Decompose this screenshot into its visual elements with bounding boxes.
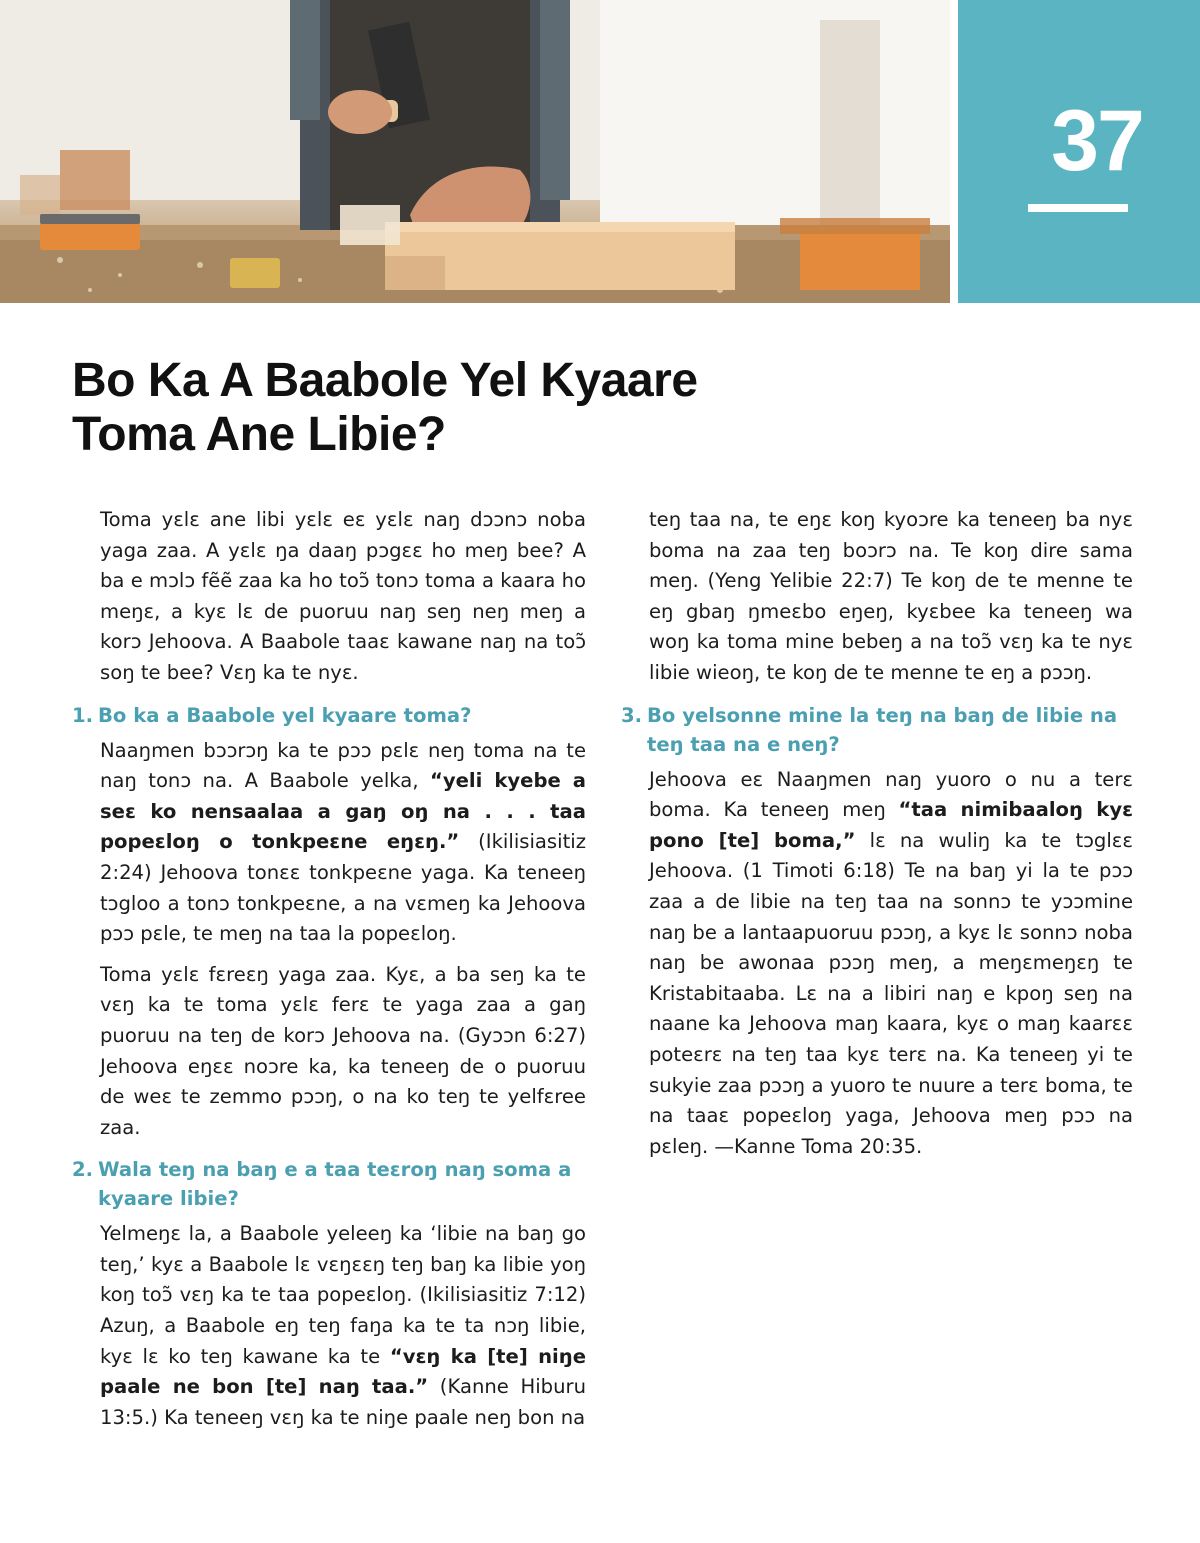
q3-p1-text-c: lɛ na wuliŋ ka te tɔglɛɛ Jehoova. (1 Timoti 6:18) Te na baŋ yi la te pɔɔ zaa a de libie na teŋ taa na sonnɔ te yɔɔmine naŋ be a lantaapuoruu pɔɔŋ, a kyɛ lɛ sonnɔ noba naŋ be awonaa pɔɔŋ meŋ, a meŋɛmeŋɛŋ te Kristabitaaba. Lɛ na a libiri naŋ e kpoŋ seŋ na naane ka Jehoova maŋ kaara, kyɛ o maŋ kaarɛɛ poteɛrɛ na teŋ taa kyɛ terɛ na. Ka teneeŋ yi te sukyie zaa pɔɔŋ a yuoro te nuure a terɛ boma, te na taaɛ popeɛloŋ yaga, Jehoova meŋ pɔɔ na pɛleŋ. —Kanne Toma 20:35. bbox=[649, 828, 1133, 1158]
right-column bbox=[621, 505, 1133, 1172]
lesson-number: 37 bbox=[1051, 93, 1143, 189]
question-1-paragraph-2: Toma yɛlɛ fɛreɛŋ yaga zaa. Kyɛ, a ba seŋ ka te vɛŋ ka te toma yɛlɛ ferɛ te yaga zaa a gaŋ puoruu na teŋ de korɔ Jehoova na. (Gyɔɔn 6:27) Jehoova eŋɛɛ noɔre ka, ka teneeŋ de o puoruu de weɛ te zemmo pɔɔŋ, o na ko teŋ te yelfɛree zaa. bbox=[100, 962, 586, 1139]
question-2-paragraph-continued: teŋ taa na, te eŋɛ koŋ kyoɔre ka teneeŋ ba nyɛ boma na zaa teŋ boɔrɔ na. Te koŋ dire sama meŋ. (Yeng Yelibie 22:7) Te koŋ de te menne te eŋ gbaŋ ŋmeɛbo eŋeŋ, kyɛbee ka teneeŋ wa woŋ ka toma mine bebeŋ a na toɔ̃ vɛŋ ka te nyɛ libie wieoŋ, te koŋ de te menne te eŋ a pɔɔŋ. bbox=[649, 508, 1133, 684]
question-2-heading bbox=[72, 1155, 586, 1213]
q2-p1-text-c: (Kanne Hiburu 13:5.) Ka teneeŋ vɛŋ ka te niŋe paale neŋ bon na bbox=[100, 1375, 586, 1429]
title-line-1: Bo Ka A Baabole Yel Kyaare bbox=[72, 354, 698, 407]
question-2-paragraph-1 bbox=[100, 1219, 586, 1433]
question-2-number: 2. bbox=[72, 1158, 94, 1182]
q2-p1-quote: “vɛŋ ka [te] niŋe paale ne bon [te] naŋ taa.” bbox=[100, 1344, 586, 1399]
lesson-number-box bbox=[958, 0, 1200, 303]
question-3-text: Bo yelsonne mine la teŋ na baŋ de libie na teŋ taa na e neŋ? bbox=[647, 703, 1118, 756]
header-photo bbox=[0, 0, 950, 303]
page-title bbox=[72, 354, 698, 462]
lesson-number-underline bbox=[1028, 204, 1128, 212]
carpenter-illustration bbox=[0, 0, 950, 303]
left-column bbox=[72, 505, 586, 1443]
question-3-paragraph-1 bbox=[649, 765, 1133, 1163]
question-1-number: 1. bbox=[72, 703, 94, 727]
intro-paragraph: Toma yɛlɛ ane libi yɛlɛ eɛ yɛlɛ naŋ dɔɔnɔ noba yaga zaa. A yɛlɛ ŋa daaŋ pɔgɛɛ ho meŋ bee? A ba e mɔlɔ fẽẽ zaa ka ho toɔ̃ tonɔ toma a kaara ho meŋɛ, a kyɛ lɛ de puoruu naŋ seŋ neŋ meŋ a korɔ Jehoova. A Baabole taaɛ kawane naŋ na toɔ̃ soŋ te bee? Vɛŋ ka te nyɛ. bbox=[100, 508, 586, 684]
q1-p1-quote: “yeli kyebe a seɛ ko nensaalaa a gaŋ oŋ na . . . taa popeɛloŋ o tonkpeɛne eŋɛŋ.” bbox=[100, 769, 586, 854]
title-line-2: Toma Ane Libie? bbox=[72, 408, 446, 461]
q1-p1-text-a: Naaŋmen bɔɔrɔŋ ka te pɔɔ pɛlɛ neŋ toma na te naŋ tonɔ na. A Baabole yelka, bbox=[100, 738, 586, 793]
q2-p1-text-a: Yelmeŋɛ la, a Baabole yeleeŋ ka ‘libie na baŋ go teŋ,’ kyɛ a Baabole lɛ vɛŋɛɛŋ teŋ baŋ ka libie yoŋ koŋ toɔ̃ vɛŋ ka te taa popeɛloŋ. (Ikilisiasitiz 7:12) Azuŋ, a Baabole eŋ teŋ faŋa ka te ta nɔŋ libie, kyɛ lɛ ko teŋ kawane ka te bbox=[100, 1222, 586, 1368]
question-3-number: 3. bbox=[621, 703, 643, 727]
question-1-heading bbox=[72, 701, 586, 730]
question-2-text: Wala teŋ na baŋ e a taa teɛroŋ naŋ soma a kyaare libie? bbox=[98, 1158, 572, 1211]
q3-p1-text-a: Jehoova eɛ Naaŋmen naŋ yuoro o nu a terɛ boma. Ka teneeŋ meŋ bbox=[649, 767, 1133, 822]
question-3-heading bbox=[621, 701, 1133, 759]
q1-p1-text-c: (Ikilisiasitiz 2:24) Jehoova tonɛɛ tonkpeɛne yaga. Ka teneeŋ tɔgloo a tonɔ tonkpeɛne, a na vɛmeŋ ka Jehoova pɔɔ pɛle, te meŋ na taa la popeɛloŋ. bbox=[100, 830, 586, 946]
q3-p1-quote: “taa nimibaaloŋ kyɛ pono [te] boma,” bbox=[649, 798, 1133, 852]
question-1-text: Bo ka a Baabole yel kyaare toma? bbox=[98, 703, 472, 727]
question-1-paragraph-1 bbox=[100, 736, 586, 950]
